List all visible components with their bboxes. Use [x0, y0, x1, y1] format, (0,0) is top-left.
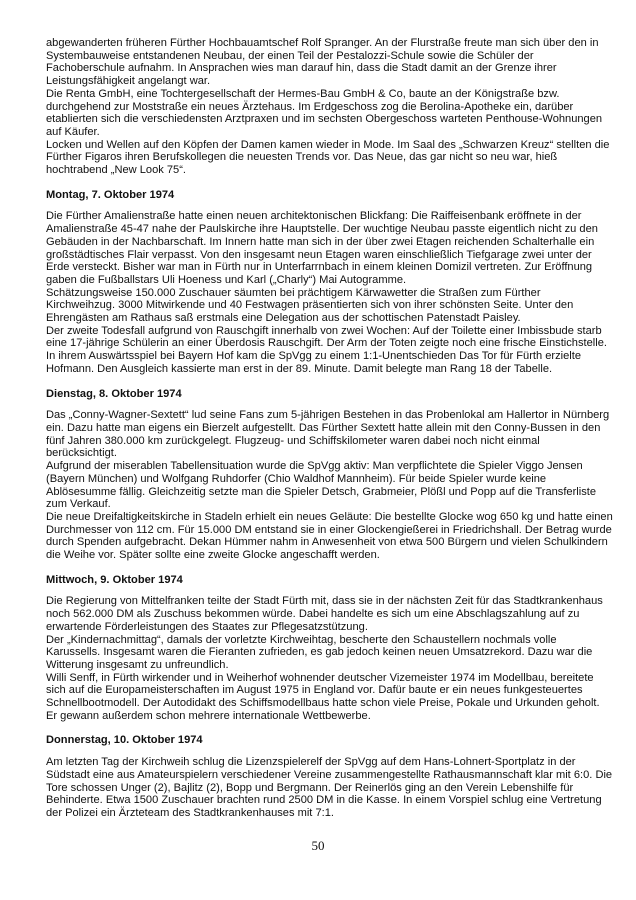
text-line: Der „Kindernachmittag“, damals der vorletzte Kirchweihtag, bescherte den Schaustellern nochmals volle: [46, 633, 557, 646]
text-line: Behinderte. Etwa 1500 Zuschauer brachten rund 2500 DM in die Kasse. In einem Vorspiel schlug eine Vertretung: [46, 794, 602, 807]
paragraph: [46, 756, 621, 820]
text-line: Hofmann. Den Ausgleich kassierte man erst in der 89. Minute. Damit belegte man Rang 18 der Tabelle.: [46, 362, 553, 375]
paragraph: [46, 325, 621, 350]
day-section: [46, 388, 621, 562]
paragraph: [46, 287, 621, 325]
text-line: Erde versteckt. Bisher war man in Fürth nur in Unterfarrnbach in einem kleinen Domizil vertreten. Zur Eröffnung: [46, 261, 593, 274]
text-line: auf Käufer.: [46, 125, 100, 138]
text-line: Die neue Dreifaltigkeitskirche in Stadeln erhielt ein neues Geläute: Die bestellte Glocke wog 650 kg und hatte einen: [46, 510, 613, 523]
text-line: zum Verkauf.: [46, 498, 111, 511]
text-line: Er gewann außerdem schon mehrere internationale Wettbewerbe.: [46, 709, 371, 722]
text-line: etablierten sich die verschiedensten Arztpraxen und im sechsten Obergeschoss warteten Penthouse-Wohnungen: [46, 113, 603, 126]
text-line: großstädtisches Flair verpasst. Von den insgesamt neun Etagen waren einschließlich Tiefgarage zwei unter der: [46, 248, 592, 261]
paragraph: [46, 409, 621, 460]
paragraph: [46, 37, 621, 88]
text-line: fünf Jahren 380.000 km zurückgelegt. Flugzeug- und Schiffskilometer waren dabei noch nicht einmal: [46, 434, 540, 447]
text-line: Ablösesumme fällig. Gleichzeitig setzte man die Spieler Detsch, Grabmeier, Plößl und Popp auf die Transferliste: [46, 485, 597, 498]
date-heading: Montag, 7. Oktober 1974: [46, 188, 175, 201]
text-line: Das „Conny-Wagner-Sextett“ lud seine Fans zum 5-jährigen Bestehen in das Probenlokal am Hallertor in Nürnberg: [46, 409, 610, 422]
day-section: [46, 734, 621, 819]
text-line: In ihrem Auswärtsspiel bei Bayern Hof kam die SpVgg zu einem 1:1-Unentschieden Das Tor für Fürth erzielte: [46, 350, 582, 363]
paragraph: [46, 210, 621, 286]
paragraph: [46, 350, 621, 375]
text-line: Die Renta GmbH, eine Tochtergesellschaft der Hermes-Bau GmbH & Co, baute an der Königstraße bzw.: [46, 87, 560, 100]
text-line: Karussells. Insgesamt waren die Fieranten zufrieden, es gab jedoch keinen neuen Umsatzrekord. Dazu war die: [46, 646, 593, 659]
text-line: der Polizei ein Ärzteteam des Stadtkrankenhauses mit 7:1.: [46, 806, 334, 819]
text-line: Systembauweise entstandenen Neubau, der einen Teil der Pestalozzi-Schule sowie die Schüler der: [46, 49, 534, 62]
text-line: Gebäuden in der Nachbarschaft. Im Innern hatte man sich in der über zwei Etagen reichenden Schalterhalle ein: [46, 235, 595, 248]
text-line: Südstadt eine aus Amateurspielern verschiedener Vereine zusammengestellte Rathausmannschaft klar mit 6:0. Die: [46, 768, 613, 781]
day-section: [46, 37, 621, 177]
text-line: durch Spenden aufgebracht. Dekan Hümmer nahm in Anwesenheit von etwa 500 Bürgern und vielen Schulkindern: [46, 536, 608, 549]
text-line: Tore schossen Unger (2), Bajlitz (2), Bopp und Bergmann. Der Reinerlös ging an den Verein Lebenshilfe für: [46, 781, 574, 794]
text-line: noch 562.000 DM als Zuschuss bekommen würde. Dabei handelte es sich um eine Abschlagszahlung auf zu: [46, 608, 580, 621]
text-line: sich auf die Europameisterschaften im August 1975 in England vor. Dafür baute er ein neues funkgesteuertes: [46, 684, 583, 697]
text-line: Leistungsfähigkeit angelangt war.: [46, 75, 211, 88]
text-line: hochtrabend „New Look 75“.: [46, 164, 186, 177]
paragraph: [46, 139, 621, 177]
paragraph: [46, 672, 621, 723]
date-heading: Donnerstag, 10. Oktober 1974: [46, 734, 203, 747]
text-line: (Bayern München) und Wolfgang Ruhdorfer (Chio Waldhof Mannheim). Für beide Spieler wurde keine: [46, 472, 547, 485]
text-line: Amalienstraße 45-47 nahe der Paulskirche ihre Hauptstelle. Der wuchtige Neubau passte eigentlich nicht zu den: [46, 223, 598, 236]
text-line: ein. Dazu hatte man eigens ein Bierzelt aufgestellt. Das Fürther Sextett hatte allein mit den Conny-Bussen in den: [46, 421, 601, 434]
paragraph: [46, 634, 621, 672]
text-line: Schnellbootmodell. Der Autodidakt des Schiffsmodellbaus hatte schon viele Preise, Pokale und Urkunden geholt.: [46, 697, 600, 710]
paragraph: [46, 595, 621, 633]
page-number: 50: [311, 838, 325, 853]
date-heading: Mittwoch, 9. Oktober 1974: [46, 573, 183, 586]
text-line: Durchmesser von 112 cm. Für 15.000 DM entstand sie in einer Glockengießerei in Friedrichshall. Der Betrag wurde: [46, 523, 612, 536]
text-line: Fürther Figaros ihren Berufskollegen die neuesten Trends vor. Das Neue, das gar nicht so neu war, hieß: [46, 151, 558, 164]
text-line: Kirchweihzug. 3000 Mitwirkende und 40 Festwagen präsentierten sich von ihrer schönsten Seite. Unter den: [46, 299, 574, 312]
text-line: berücksichtigt.: [46, 447, 117, 460]
paragraph: [46, 88, 621, 139]
day-section: [46, 189, 621, 376]
text-line: Die Regierung von Mittelfranken teilte der Stadt Fürth mit, dass sie in der nächsten Zeit für das Stadtkrankenhaus: [46, 595, 603, 608]
text-line: Schätzungsweise 150.000 Zuschauer säumten bei prächtigem Kärwawetter die Straßen zum Fürther: [46, 286, 541, 299]
document-body: [46, 37, 621, 820]
text-line: gaben die Fußballstars Uli Hoeness und Karl („Charly“) Mai Autogramme.: [46, 273, 407, 286]
paragraph: [46, 460, 621, 511]
text-line: Witterung insgesamt zu unfreundlich.: [46, 658, 229, 671]
text-line: erwartende Förderleistungen des Staates zur Pflegesatzstützung.: [46, 620, 368, 633]
text-line: abgewanderten früheren Fürther Hochbauamtschef Rolf Spranger. An der Flurstraße freute man sich über den in: [46, 37, 599, 49]
text-line: Der zweite Todesfall aufgrund von Rauschgift innerhalb von zwei Wochen: Auf der Toilette einer Imbissbude starb: [46, 324, 602, 337]
text-line: die Weihe vor. Später sollte eine zweite Glocke angeschafft werden.: [46, 549, 380, 562]
text-line: Aufgrund der miserablen Tabellensituation wurde die SpVgg aktiv: Man verpflichtete die Spieler Viggo Jensen: [46, 460, 583, 473]
text-line: eine 17-jährige Schülerin an einer Überdosis Rauschgift. Der Arm der Toten zeigte noch eine frische Einstichstelle.: [46, 337, 607, 350]
text-line: Ehrengästen am Rathaus saß erstmals eine Delegation aus der schottischen Patenstadt Paisley.: [46, 312, 521, 325]
text-line: Fachoberschule aufnahm. In Ansprachen wies man darauf hin, dass die Stadt damit an der Grenze ihrer: [46, 62, 557, 75]
day-section: [46, 574, 621, 723]
paragraph: [46, 511, 621, 562]
date-heading: Dienstag, 8. Oktober 1974: [46, 387, 182, 400]
text-line: Die Fürther Amalienstraße hatte einen neuen architektonischen Blickfang: Die Raiffeisenbank eröffnete in der: [46, 210, 582, 223]
text-line: Am letzten Tag der Kirchweih schlug die Lizenzspielerelf der SpVgg auf dem Hans-Lohnert-Sportplatz in der: [46, 756, 576, 769]
text-line: Willi Senff, in Fürth wirkender und in Weiherhof wohnender deutscher Vizemeister 1974 im Modellbau, bereitete: [46, 671, 594, 684]
text-line: durchgehend zur Moststraße ein neues Ärztehaus. Im Erdgeschoss zog die Berolina-Apotheke ein, darüber: [46, 100, 574, 113]
text-line: Locken und Wellen auf den Köpfen der Damen kamen wieder in Mode. Im Saal des „Schwarzen Kreuz“ stellten die: [46, 138, 610, 151]
